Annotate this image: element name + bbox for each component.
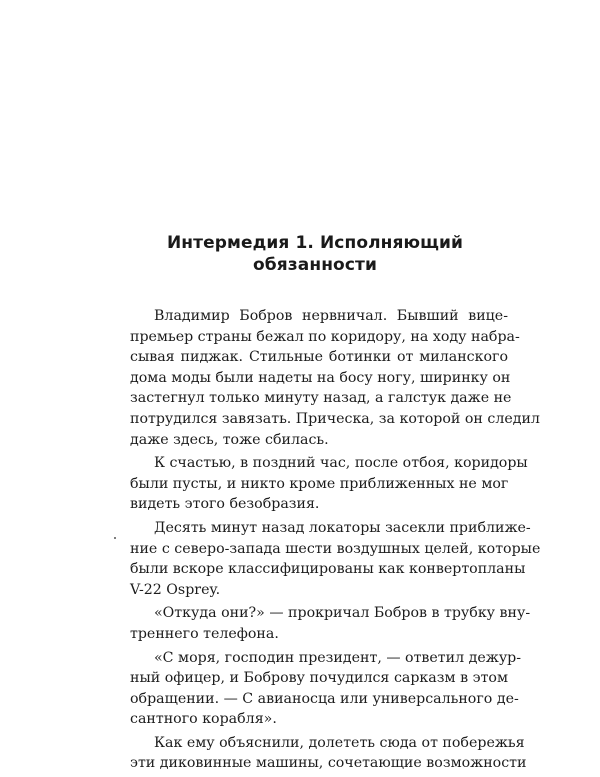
- text-line: премьер страны бежал по коридору, на ходу набра-: [130, 328, 520, 345]
- chapter-title-line-2: обязанности: [253, 255, 377, 275]
- chapter-heading: [150, 232, 480, 276]
- text-line: эти диковинные машины, сочетающие возможности: [130, 755, 527, 772]
- text-line: ный офицер, и Боброву почудился сарказм в этом: [130, 670, 508, 687]
- chapter-title-line-1: Интермедия 1. Исполняющий: [166, 233, 464, 253]
- text-line: сантного корабля».: [130, 711, 277, 728]
- text-line: «С моря, господин президент, — ответил дежур-: [154, 649, 522, 666]
- text-line: К счастью, в поздний час, после отбоя, коридоры: [154, 455, 528, 472]
- text-line: треннего телефона.: [130, 625, 279, 642]
- text-line: Десять минут назад локаторы засекли приближе-: [154, 519, 531, 536]
- paragraph: [130, 733, 527, 774]
- text-line: даже здесь, тоже сбилась.: [130, 431, 329, 448]
- text-line: застегнул только минуту назад, а галстук даже не: [130, 390, 512, 407]
- text-line: были вскоре классифицированы как конвертопланы: [130, 561, 526, 578]
- text-line: «Откуда они?» — прокричал Бобров в трубку вну-: [154, 605, 531, 622]
- paragraph: [130, 648, 522, 730]
- stray-print-mark: [114, 537, 116, 539]
- paragraph: [130, 306, 540, 450]
- text-line: были пусты, и никто кроме приближенных не мог: [130, 475, 509, 492]
- text-line: Как ему объяснили, долететь сюда от побережья: [154, 734, 525, 751]
- paragraph: [130, 518, 541, 600]
- text-line: потрудился завязать. Прическа, за которой он следил: [130, 410, 540, 427]
- text-line: сывая пиджак. Стильные ботинки от миланского: [130, 349, 508, 366]
- text-line: V-22 Osprey.: [130, 581, 221, 598]
- text-line: обращении. — С авианосца или универсального де-: [130, 690, 519, 707]
- paragraph: [130, 453, 528, 515]
- paragraph: [130, 603, 531, 644]
- text-line: Владимир Бобров нервничал. Бывший вице-: [154, 308, 508, 324]
- body-text: [130, 306, 541, 777]
- text-line: дома моды были надеты на босу ногу, ширинку он: [130, 369, 511, 386]
- text-line: видеть этого безобразия.: [130, 496, 320, 513]
- text-line: ние с северо-запада шести воздушных целей, которые: [130, 540, 541, 557]
